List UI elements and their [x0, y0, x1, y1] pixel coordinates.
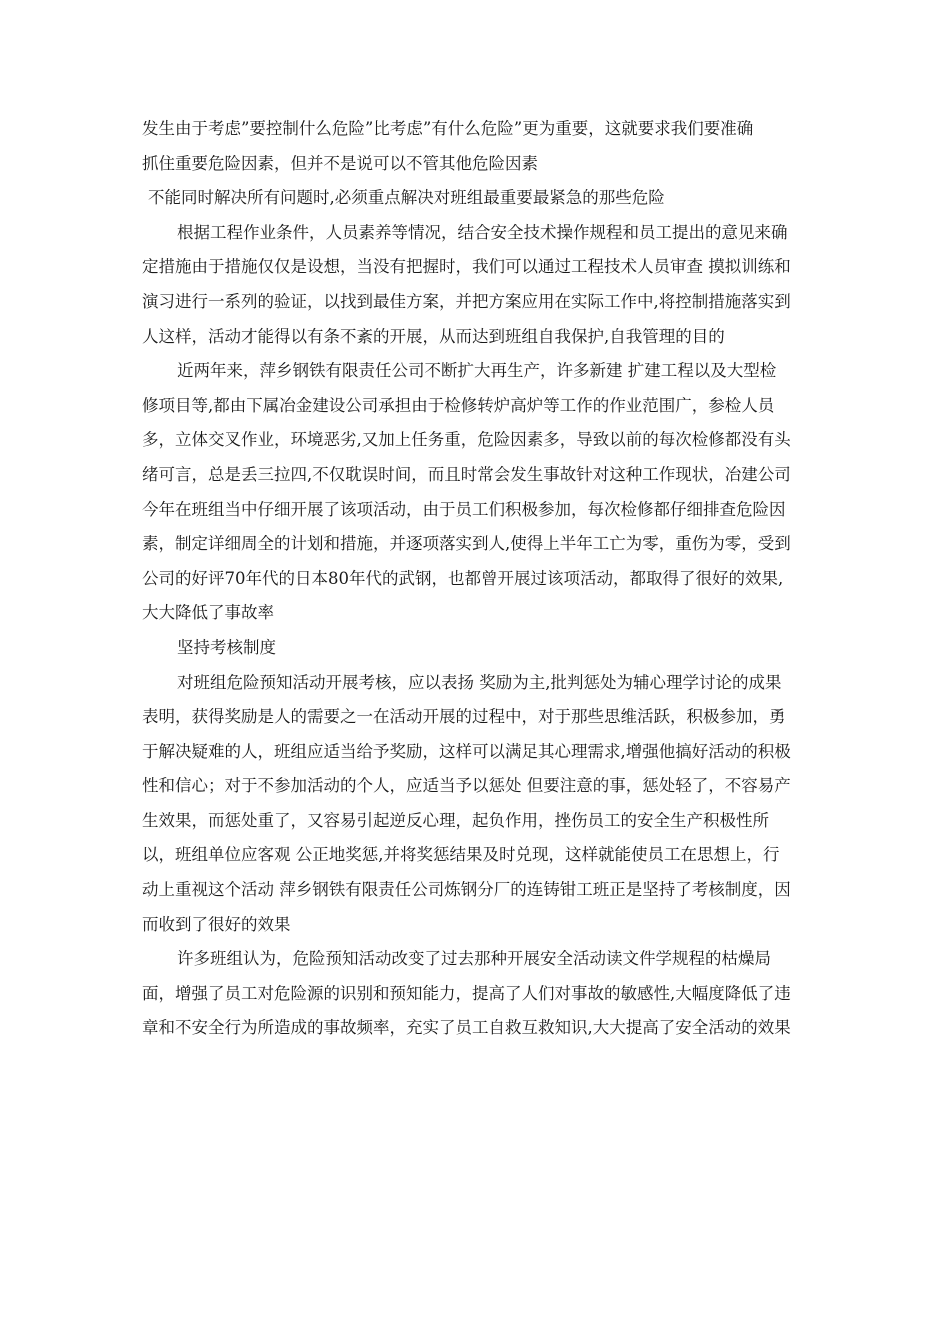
text-line: 公司的好评70年代的日本80年代的武钢，也都曾开展过该项活动，都取得了很好的效果,	[142, 568, 784, 588]
paragraph-start-line: 近两年来，萍乡钢铁有限责任公司不断扩大再生产，许多新建 扩建工程以及大型检	[177, 361, 777, 381]
text-line: 演习进行一系列的验证，以找到最佳方案，并把方案应用在实际工作中,将控制措施落实到	[142, 291, 791, 311]
text-line: 表明，获得奖励是人的需要之一在活动开展的过程中，对于那些思维活跃，积极参加，勇	[142, 707, 786, 727]
text-line: 而收到了很好的效果	[142, 914, 291, 934]
paragraph-start-line: 对班组危险预知活动开展考核，应以表扬 奖励为主,批判惩处为辅心理学讨论的成果	[177, 672, 782, 692]
text-line: 于解决疑难的人，班组应适当给予奖励，这样可以满足其心理需求,增强他搞好活动的积极	[142, 741, 791, 761]
text-line: 动上重视这个活动 萍乡钢铁有限责任公司炼钢分厂的连铸钳工班正是坚持了考核制度，因	[142, 880, 791, 900]
document-body	[142, 112, 822, 1046]
section-heading: 坚持考核制度	[177, 637, 276, 657]
text-line: 性和信心；对于不参加活动的个人，应适当予以惩处 但要注意的事，惩处轻了，不容易产	[142, 776, 791, 796]
text-line: 多，立体交叉作业，环境恶劣,又加上任务重，危险因素多，导致以前的每次检修都没有头	[142, 430, 791, 450]
text-line: 以，班组单位应客观 公正地奖惩,并将奖惩结果及时兑现，这样就能使员工在思想上，行	[142, 845, 780, 865]
text-line: 绪可言，总是丢三拉四,不仅耽误时间，而且时常会发生事故针对这种工作现状，冶建公司	[142, 464, 791, 484]
text-line: 定措施由于措施仅仅是设想，当没有把握时，我们可以通过工程技术人员审查 摸拟训练和	[142, 257, 791, 277]
text-line: 今年在班组当中仔细开展了该项活动，由于员工们积极参加，每次检修都仔细排查危险因	[142, 499, 786, 519]
text-line: 不能同时解决所有问题时,必须重点解决对班组最重要最紧急的那些危险	[148, 188, 665, 208]
paragraph-start-line: 许多班组认为，危险预知活动改变了过去那种开展安全活动读文件学规程的枯燥局	[177, 949, 771, 969]
text-line: 素，制定详细周全的计划和措施，并逐项落实到人,使得上半年工亡为零，重伤为零，受到	[142, 534, 791, 554]
text-line: 大大降低了事故率	[142, 603, 274, 623]
text-line: 人这样，活动才能得以有条不紊的开展，从而达到班组自我保护,自我管理的目的	[142, 326, 725, 346]
text-line: 修项目等,都由下属冶金建设公司承担由于检修转炉高炉等工作的作业范围广，参检人员	[142, 395, 775, 415]
text-line: 抓住重要危险因素，但并不是说可以不管其他危险因素	[142, 153, 538, 173]
text-line: 发生由于考虑”要控制什么危险”比考虑”有什么危险”更为重要，这就要求我们要准确	[142, 119, 754, 138]
text-line: 章和不安全行为所造成的事故频率，充实了员工自救互救知识,大大提高了安全活动的效果	[142, 1018, 791, 1038]
text-line: 面，增强了员工对危险源的识别和预知能力，提高了人们对事故的敏感性,大幅度降低了违	[142, 983, 791, 1003]
paragraph-start-line: 根据工程作业条件，人员素养等情况，结合安全技术操作规程和员工提出的意见来确	[177, 222, 788, 242]
text-line: 生效果，而惩处重了，又容易引起逆反心理，起负作用，挫伤员工的安全生产积极性所	[142, 810, 769, 830]
